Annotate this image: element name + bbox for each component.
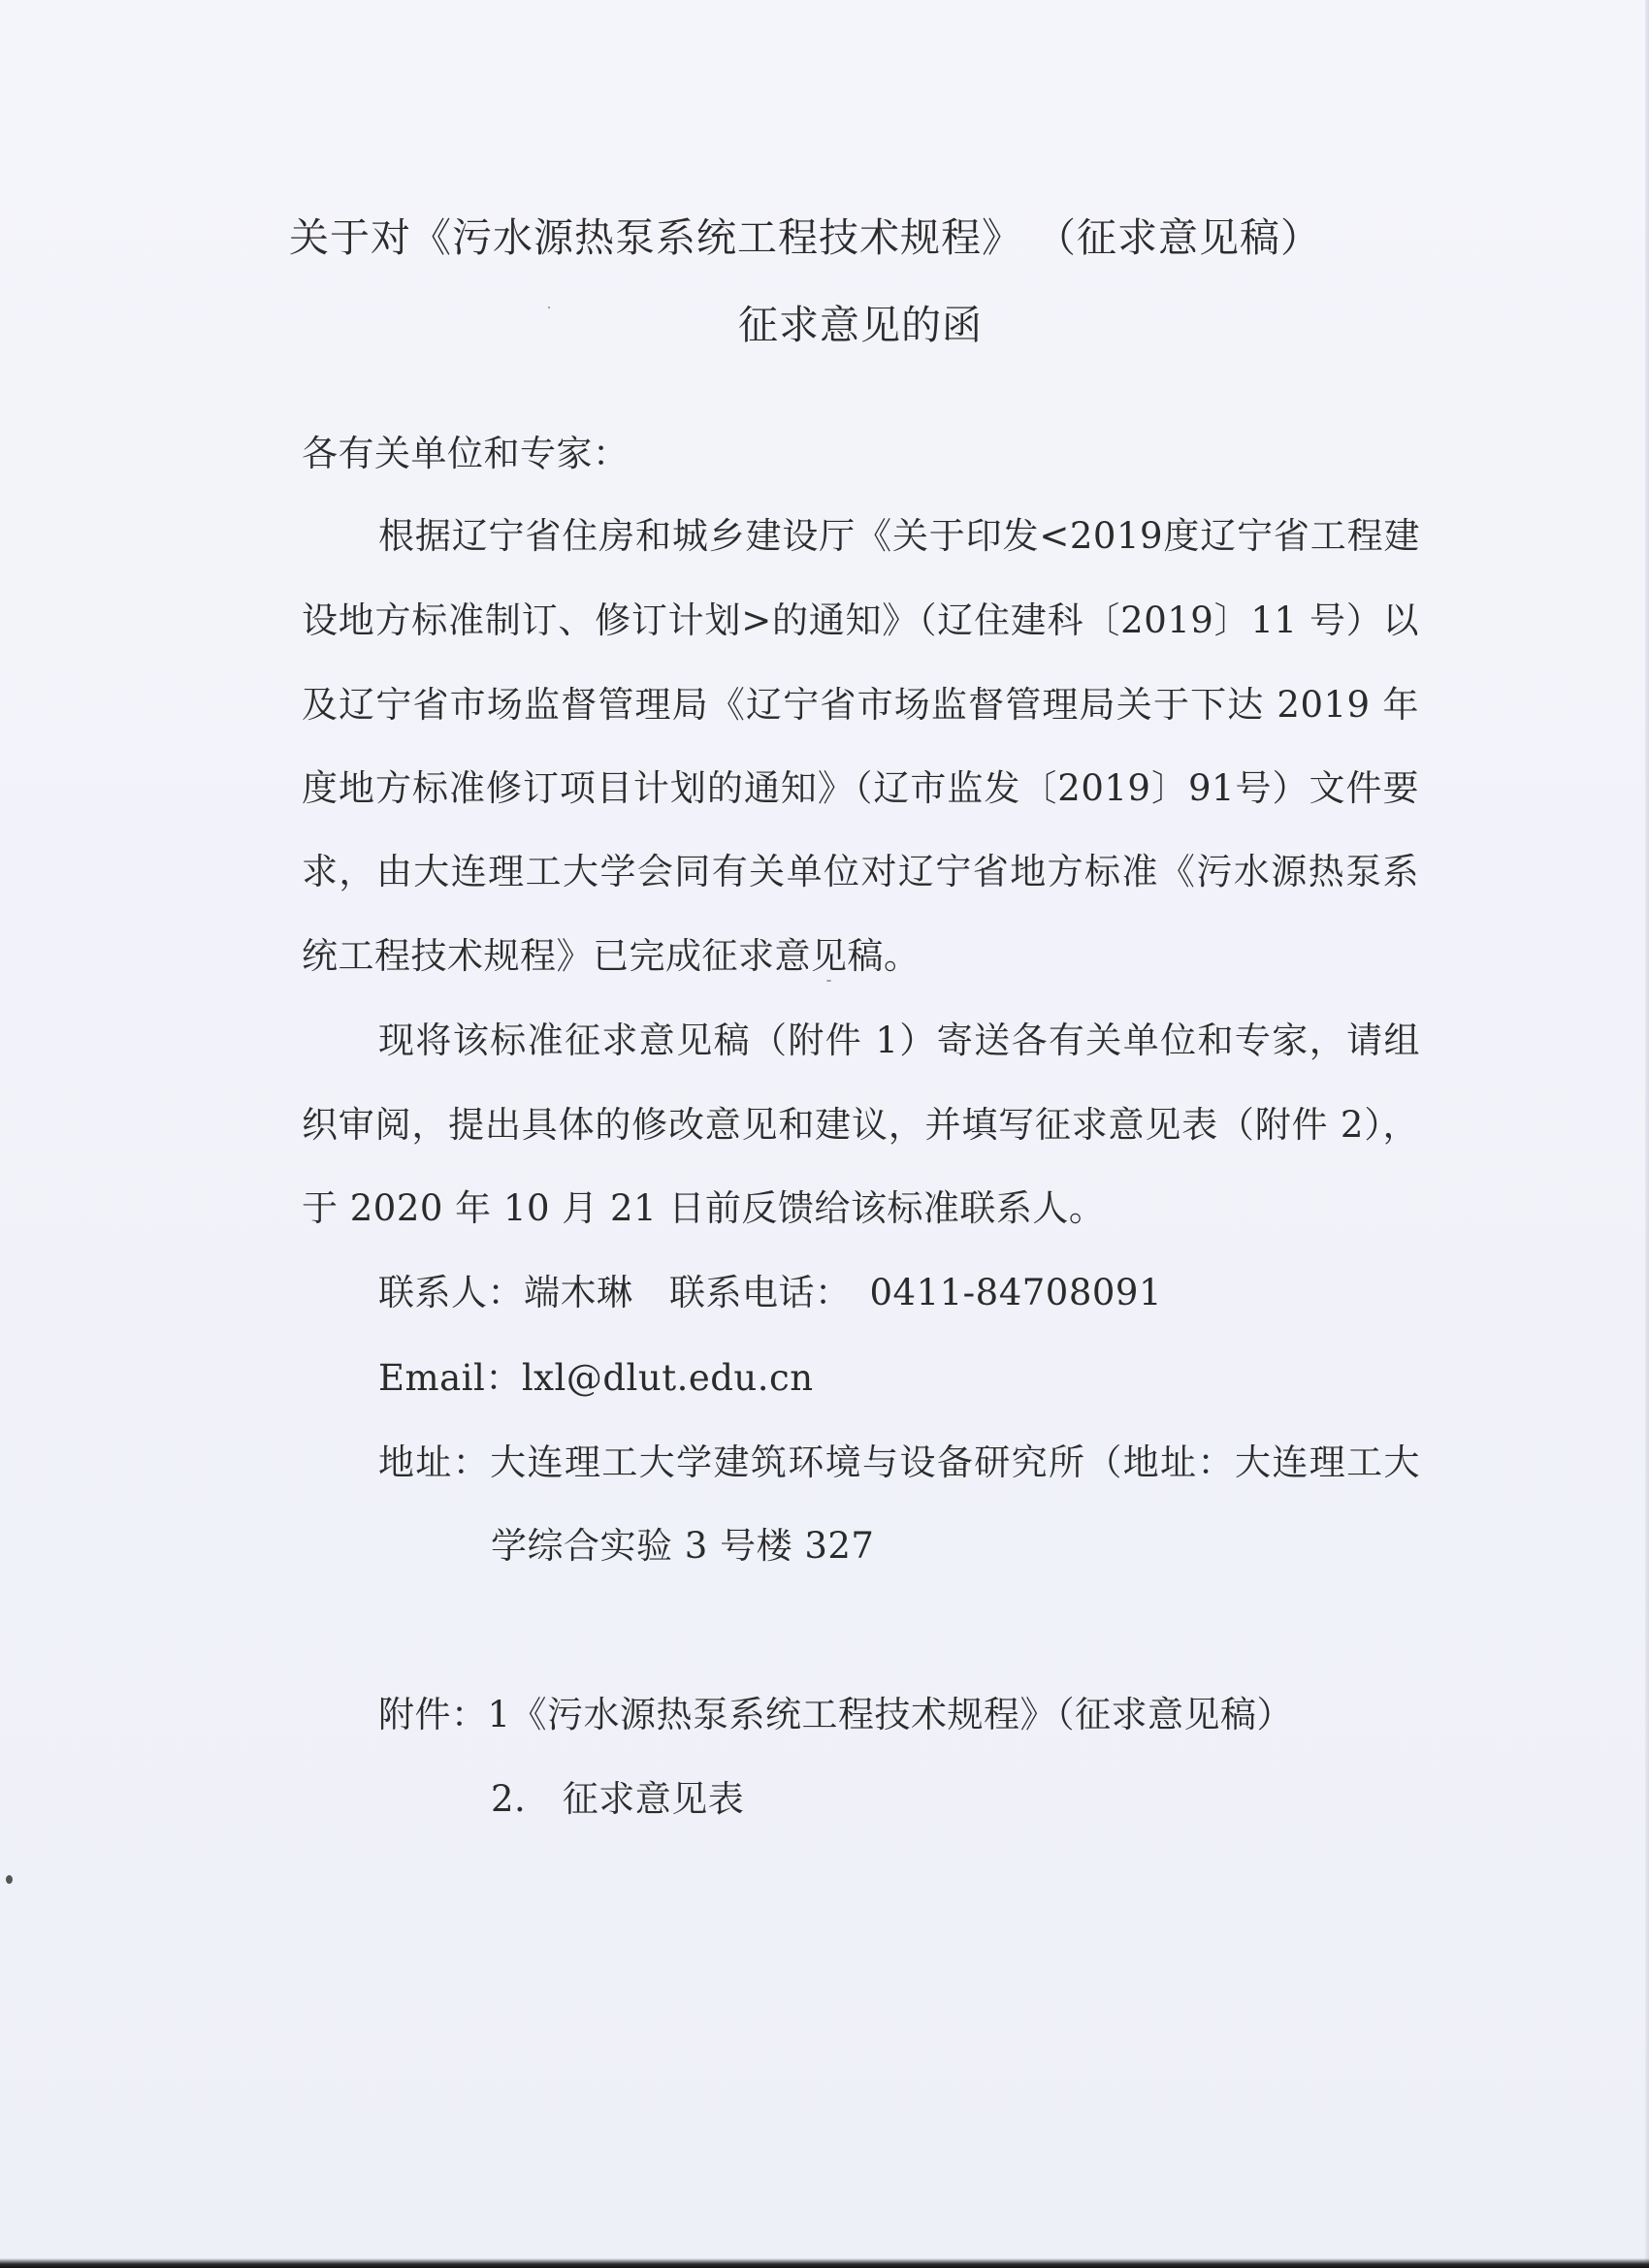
paragraph-1-line: 统工程技术规程》已完成征求意见稿。 xyxy=(302,935,921,977)
paragraph-2-line: 织审阅，提出具体的修改意见和建议，并填写征求意见表（附件 2）， xyxy=(302,1104,1419,1146)
paragraph-1-line: 设地方标准制订、修订计划>的通知》（辽住建科〔2019〕11 号）以 xyxy=(302,599,1419,641)
document-title-line-2: 征求意见的函 xyxy=(738,302,983,348)
paragraph-1-line: 求，由大连理工大学会同有关单位对辽宁省地方标准《污水源热泵系 xyxy=(302,851,1419,892)
document-title-line-1: 关于对《污水源热泵系统工程技术规程》 （征求意见稿） xyxy=(288,214,1322,261)
salutation: 各有关单位和专家： xyxy=(302,433,630,474)
scan-speck xyxy=(6,1875,13,1884)
contact-person-phone: 联系人：端木琳 联系电话： 0411-84708091 xyxy=(378,1272,1162,1313)
contact-email: Email：lxl@dlut.edu.cn xyxy=(378,1357,814,1399)
paragraph-1-line: 根据辽宁省住房和城乡建设厅《关于印发<2019度辽宁省工程建 xyxy=(378,515,1420,557)
paragraph-1-line: 度地方标准修订项目计划的通知》（辽市监发〔2019〕91号）文件要 xyxy=(302,767,1419,809)
scan-border xyxy=(0,2258,1649,2268)
attachment-item-1: 附件：1《污水源热泵系统工程技术规程》（征求意见稿） xyxy=(378,1694,1294,1735)
scan-speck xyxy=(826,980,831,982)
attachment-item-2: 2. 征求意见表 xyxy=(491,1778,745,1820)
paragraph-1-line: 及辽宁省市场监督管理局《辽宁省市场监督管理局关于下达 2019 年 xyxy=(302,684,1419,726)
paragraph-2-line: 现将该标准征求意见稿（附件 1）寄送各有关单位和专家，请组 xyxy=(378,1020,1420,1061)
paragraph-2-line: 于 2020 年 10 月 21 日前反馈给该标准联系人。 xyxy=(302,1187,1106,1229)
contact-address: 地址：大连理工大学建筑环境与设备研究所（地址：大连理工大 xyxy=(378,1442,1420,1483)
contact-address-continued: 学综合实验 3 号楼 327 xyxy=(491,1525,875,1567)
